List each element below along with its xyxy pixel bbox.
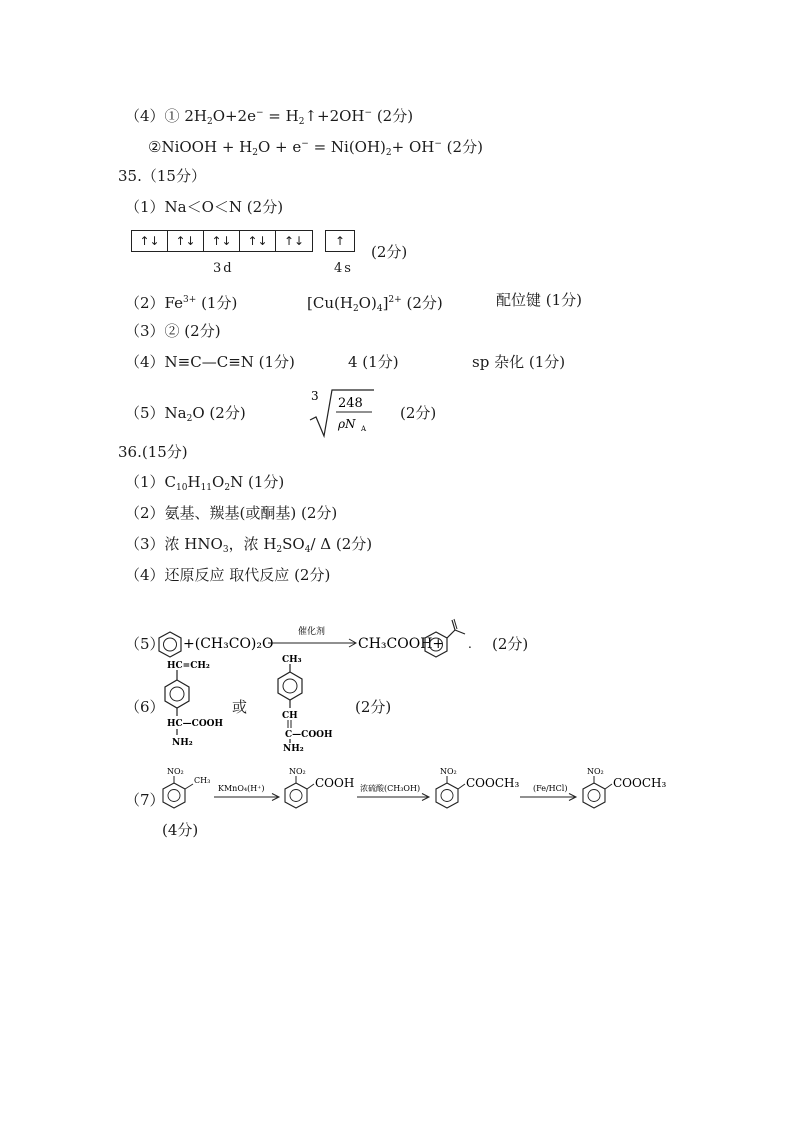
- q36-p4: （4）还原反应 取代反应 (2分): [125, 566, 331, 584]
- svg-text:COOCH₃: COOCH₃: [466, 776, 520, 790]
- part-label: （4）: [125, 107, 165, 125]
- q36-p3: （3）浓 $HNO_3$，浓 $H_2SO_4/$ Δ (2分): [125, 535, 373, 555]
- q35-p5: $(5)Na_2O$ (2分): [125, 404, 246, 424]
- svg-text:COOCH₃: COOCH₃: [613, 776, 667, 790]
- benzene-ring-icon: [163, 783, 185, 808]
- reagent-text: +(CH₃CO)₂O: [183, 636, 274, 652]
- synthesis-route-7: [160, 764, 680, 824]
- benzene-ring-icon: [583, 783, 605, 808]
- orbital-cell: ↑↓: [204, 231, 240, 251]
- product-text: CH₃COOH+: [358, 636, 445, 652]
- orbital-4s-label: 4s: [334, 261, 353, 276]
- q36-p7-label: （7）: [125, 791, 165, 809]
- q36-p2: （2）氨基、羰基(或酮基) (2分): [125, 504, 338, 522]
- q34-4-line2: ②NiOOH + $H_2O + e^- = Ni(OH)_2+ OH^-$ (2分): [148, 138, 483, 158]
- orbital-cell: ↑↓: [283, 234, 305, 248]
- svg-text:HC=CH₂: HC=CH₂: [167, 661, 210, 671]
- q35-p2-bond: 配位键 (1分): [496, 291, 583, 309]
- q36-header: 36.(15分): [118, 443, 188, 461]
- svg-text:CH: CH: [282, 711, 298, 721]
- svg-text:KMnO₄(H⁺): KMnO₄(H⁺): [218, 784, 265, 793]
- root-numerator: 248: [338, 396, 363, 411]
- orbital-4s-box: [325, 230, 355, 252]
- svg-text:NH₂: NH₂: [172, 738, 193, 748]
- svg-text:NH₂: NH₂: [283, 744, 304, 754]
- structure-6b: [262, 650, 342, 752]
- benzene-ring-icon: [165, 680, 189, 708]
- q35-p1: （1）Na＜O＜N (2分): [125, 198, 284, 216]
- root-denominator: ρN: [338, 417, 356, 431]
- svg-text:浓硫酸(CH₃OH): 浓硫酸(CH₃OH): [360, 784, 421, 793]
- q35-p3: （3）② (2分): [125, 322, 221, 340]
- orbital-cell: ↑↓: [240, 231, 276, 251]
- orbital-cell: ↑↓: [132, 231, 168, 251]
- svg-text:C—COOH: C—COOH: [285, 730, 333, 740]
- q34-4-line1: （4）① $2H_2O+2e^-$ = $H_2↑+2OH^-$ (2分): [125, 107, 414, 127]
- q36-p6-or: 或: [232, 698, 248, 716]
- svg-text:NO₂: NO₂: [167, 767, 184, 776]
- orbital-cell: ↑↓: [168, 231, 204, 251]
- orbital-score: (2分): [371, 243, 408, 261]
- svg-text:CH₃: CH₃: [194, 776, 211, 785]
- svg-text:(Fe/HCl): (Fe/HCl): [533, 784, 568, 793]
- root-index: 3: [311, 389, 319, 403]
- reaction-5: [150, 612, 550, 662]
- q36-p1: $(1)C_{10}H_{11}O_2N$ (1分): [125, 473, 285, 493]
- svg-text:.: .: [468, 637, 472, 651]
- catalyst-label: 催化剂: [298, 627, 326, 637]
- q36-p7-score: (4分): [162, 821, 199, 839]
- svg-text:NO₂: NO₂: [289, 767, 306, 776]
- q35-p4b: 4 (1分): [348, 353, 399, 371]
- orbital-3d-box: [131, 230, 313, 252]
- cube-root-formula: [308, 386, 378, 438]
- svg-text:NO₂: NO₂: [440, 767, 457, 776]
- svg-text:HC—COOH: HC—COOH: [167, 719, 224, 729]
- q35-p2-complex: $[Cu(H_2O)_4]^{2+}$ (2分): [307, 294, 443, 314]
- q35-p2: $(2)Fe^{3+}$ (1分): [125, 294, 238, 312]
- q36-p6-label: （6）: [125, 698, 165, 716]
- benzene-ring-icon: [159, 632, 181, 657]
- q36-p5-label: （5）: [125, 635, 165, 653]
- root-denominator-sub: A: [361, 425, 367, 433]
- benzene-ring-icon: [436, 783, 458, 808]
- q35-header: 35.（15分）: [118, 167, 206, 185]
- q35-p4a: （4）N≡C—C≡N (1分): [125, 353, 295, 371]
- q36-p6-score: (2分): [355, 698, 392, 716]
- benzene-ring-icon: [285, 783, 307, 808]
- q35-p5-score: (2分): [400, 404, 437, 422]
- q36-p5-score: (2分): [492, 635, 529, 653]
- structure-6a: [155, 658, 235, 750]
- orbital-cell: ↑: [334, 234, 346, 248]
- svg-text:COOH: COOH: [315, 776, 355, 790]
- q35-p4c: sp 杂化 (1分): [472, 353, 566, 371]
- orbital-3d-label: 3d: [213, 261, 234, 276]
- benzene-ring-icon: [278, 672, 302, 700]
- svg-text:NO₂: NO₂: [587, 767, 604, 776]
- svg-text:CH₃: CH₃: [282, 655, 302, 665]
